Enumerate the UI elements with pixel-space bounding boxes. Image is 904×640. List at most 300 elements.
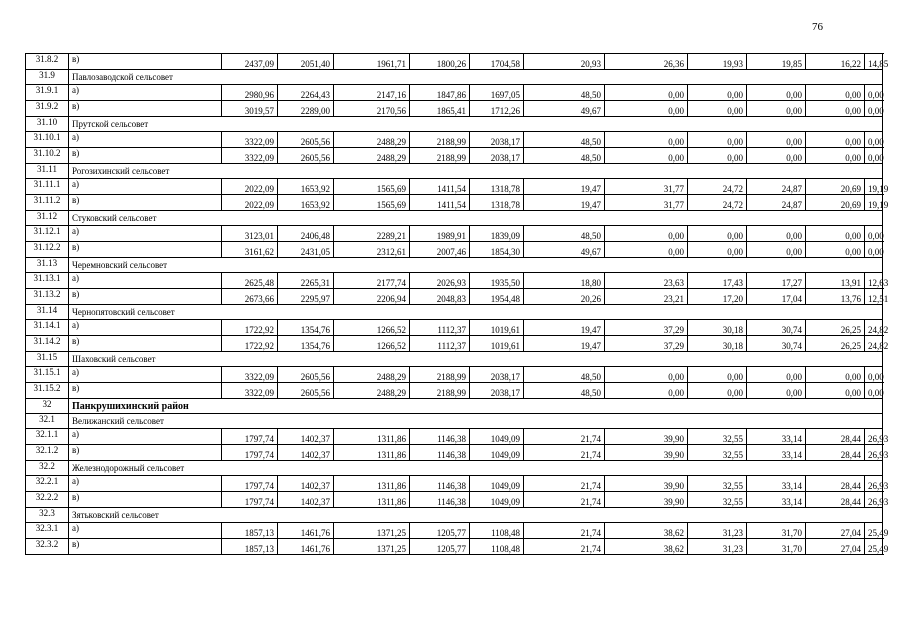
value-cell: 1989,91	[410, 226, 470, 242]
value-cell: 1266,52	[334, 336, 410, 352]
value-cell: 17,04	[747, 289, 806, 305]
value-cell: 1112,37	[410, 336, 470, 352]
value-cell: 0,00	[688, 85, 747, 101]
value-cell: 20,69	[806, 195, 865, 211]
value-cell: 0,00	[806, 101, 865, 117]
value-cell: 1108,48	[470, 523, 524, 539]
value-cell: 19,19	[865, 195, 883, 211]
value-cell: 2488,29	[334, 132, 410, 148]
value-cell: 20,26	[524, 289, 605, 305]
section-code: 31.10	[26, 117, 69, 132]
value-cell: 25,49	[865, 539, 883, 555]
page-number: 76	[812, 21, 823, 33]
row-code: 31.8.2	[26, 54, 69, 70]
value-cell: 39,90	[605, 445, 688, 461]
table-row	[26, 179, 883, 195]
value-cell: 2206,94	[334, 289, 410, 305]
value-cell: 1839,09	[470, 226, 524, 242]
value-cell: 24,72	[688, 195, 747, 211]
section-row	[26, 305, 883, 320]
value-cell: 48,50	[524, 85, 605, 101]
section-code: 31.13	[26, 258, 69, 273]
value-cell: 2605,56	[278, 383, 334, 399]
value-cell: 1461,76	[278, 523, 334, 539]
value-cell: 0,00	[865, 132, 883, 148]
value-cell: 2437,09	[222, 54, 278, 70]
value-cell: 1371,25	[334, 523, 410, 539]
value-cell: 17,20	[688, 289, 747, 305]
value-cell: 37,29	[605, 320, 688, 336]
value-cell: 26,25	[806, 336, 865, 352]
value-cell: 39,90	[605, 476, 688, 492]
value-cell: 17,27	[747, 273, 806, 289]
row-code: 32.1.2	[26, 445, 69, 461]
value-cell: 37,29	[605, 336, 688, 352]
value-cell: 2431,05	[278, 242, 334, 258]
row-code: 31.12.2	[26, 242, 69, 258]
value-cell: 0,00	[605, 383, 688, 399]
value-cell: 48,50	[524, 383, 605, 399]
value-cell: 1146,38	[410, 476, 470, 492]
value-cell: 0,00	[865, 226, 883, 242]
value-cell: 1371,25	[334, 539, 410, 555]
value-cell: 28,44	[806, 476, 865, 492]
row-variant: а)	[69, 320, 222, 336]
row-variant: а)	[69, 273, 222, 289]
value-cell: 3123,01	[222, 226, 278, 242]
value-cell: 0,00	[688, 148, 747, 164]
value-cell: 0,00	[605, 242, 688, 258]
row-code: 32.1.1	[26, 429, 69, 445]
value-cell: 1461,76	[278, 539, 334, 555]
value-cell: 21,74	[524, 539, 605, 555]
section-title: Черемновский сельсовет	[69, 258, 883, 273]
value-cell: 0,00	[605, 226, 688, 242]
value-cell: 0,00	[806, 242, 865, 258]
value-cell: 2038,17	[470, 383, 524, 399]
value-cell: 48,50	[524, 226, 605, 242]
value-cell: 0,00	[688, 367, 747, 383]
row-variant: а)	[69, 226, 222, 242]
value-cell: 2289,00	[278, 101, 334, 117]
value-cell: 2007,46	[410, 242, 470, 258]
row-code: 31.15.2	[26, 383, 69, 399]
value-cell: 1865,41	[410, 101, 470, 117]
tariff-table	[25, 53, 889, 555]
table-row	[26, 445, 883, 461]
section-row	[26, 414, 883, 429]
value-cell: 12,63	[865, 273, 883, 289]
value-cell: 2022,09	[222, 195, 278, 211]
table-row	[26, 273, 883, 289]
row-code: 31.14.2	[26, 336, 69, 352]
value-cell: 2188,99	[410, 132, 470, 148]
value-cell: 13,76	[806, 289, 865, 305]
table-row	[26, 539, 883, 555]
value-cell: 2038,17	[470, 148, 524, 164]
value-cell: 1146,38	[410, 445, 470, 461]
value-cell: 1565,69	[334, 179, 410, 195]
value-cell: 1049,09	[470, 429, 524, 445]
value-cell: 1019,61	[470, 320, 524, 336]
value-cell: 19,47	[524, 179, 605, 195]
row-variant: а)	[69, 367, 222, 383]
value-cell: 21,74	[524, 523, 605, 539]
value-cell: 0,00	[747, 148, 806, 164]
section-code: 32	[26, 399, 69, 414]
section-code: 31.14	[26, 305, 69, 320]
value-cell: 1704,58	[470, 54, 524, 70]
row-code: 31.10.1	[26, 132, 69, 148]
value-cell: 24,72	[688, 179, 747, 195]
value-cell: 1722,92	[222, 336, 278, 352]
table-row	[26, 492, 883, 508]
section-row	[26, 70, 883, 85]
value-cell: 0,00	[806, 132, 865, 148]
value-cell: 1797,74	[222, 429, 278, 445]
value-cell: 1402,37	[278, 492, 334, 508]
row-variant: в)	[69, 195, 222, 211]
value-cell: 1311,86	[334, 476, 410, 492]
table-row	[26, 195, 883, 211]
region-title: Панкрушихинский район	[69, 399, 883, 414]
value-cell: 49,67	[524, 101, 605, 117]
table-row	[26, 54, 883, 70]
value-cell: 19,19	[865, 179, 883, 195]
section-title: Рогозихинский сельсовет	[69, 164, 883, 179]
row-variant: в)	[69, 148, 222, 164]
value-cell: 2170,56	[334, 101, 410, 117]
value-cell: 1049,09	[470, 445, 524, 461]
value-cell: 1311,86	[334, 429, 410, 445]
section-row	[26, 164, 883, 179]
value-cell: 0,00	[688, 242, 747, 258]
value-cell: 1108,48	[470, 539, 524, 555]
value-cell: 31,23	[688, 523, 747, 539]
value-cell: 49,67	[524, 242, 605, 258]
value-cell: 12,51	[865, 289, 883, 305]
row-variant: в)	[69, 383, 222, 399]
value-cell: 48,50	[524, 132, 605, 148]
table-row	[26, 383, 883, 399]
value-cell: 19,85	[747, 54, 806, 70]
section-row	[26, 211, 883, 226]
value-cell: 0,00	[605, 132, 688, 148]
region-row	[26, 399, 883, 414]
section-title: Велижанский сельсовет	[69, 414, 883, 429]
table-row	[26, 367, 883, 383]
value-cell: 2026,93	[410, 273, 470, 289]
value-cell: 1722,92	[222, 320, 278, 336]
value-cell: 1402,37	[278, 476, 334, 492]
row-code: 31.13.2	[26, 289, 69, 305]
value-cell: 2673,66	[222, 289, 278, 305]
section-row	[26, 508, 883, 523]
value-cell: 26,93	[865, 429, 883, 445]
value-cell: 1318,78	[470, 179, 524, 195]
value-cell: 1565,69	[334, 195, 410, 211]
row-code: 32.3.1	[26, 523, 69, 539]
value-cell: 0,00	[865, 242, 883, 258]
value-cell: 1354,76	[278, 336, 334, 352]
value-cell: 2188,99	[410, 383, 470, 399]
value-cell: 2625,48	[222, 273, 278, 289]
value-cell: 30,74	[747, 336, 806, 352]
value-cell: 1797,74	[222, 492, 278, 508]
value-cell: 23,21	[605, 289, 688, 305]
value-cell: 1697,05	[470, 85, 524, 101]
value-cell: 16,22	[806, 54, 865, 70]
value-cell: 19,47	[524, 195, 605, 211]
value-cell: 1402,37	[278, 445, 334, 461]
table-row	[26, 429, 883, 445]
value-cell: 1411,54	[410, 195, 470, 211]
value-cell: 2188,99	[410, 367, 470, 383]
value-cell: 1112,37	[410, 320, 470, 336]
table-row	[26, 289, 883, 305]
value-cell: 24,87	[747, 179, 806, 195]
value-cell: 1935,50	[470, 273, 524, 289]
value-cell: 0,00	[806, 85, 865, 101]
value-cell: 31,70	[747, 539, 806, 555]
section-code: 32.3	[26, 508, 69, 523]
value-cell: 38,62	[605, 523, 688, 539]
table-row	[26, 336, 883, 352]
row-variant: в)	[69, 101, 222, 117]
value-cell: 21,74	[524, 445, 605, 461]
section-code: 31.12	[26, 211, 69, 226]
row-variant: в)	[69, 54, 222, 70]
value-cell: 0,00	[747, 367, 806, 383]
value-cell: 1019,61	[470, 336, 524, 352]
value-cell: 1797,74	[222, 445, 278, 461]
value-cell: 0,00	[865, 148, 883, 164]
value-cell: 0,00	[865, 101, 883, 117]
value-cell: 1049,09	[470, 492, 524, 508]
value-cell: 0,00	[865, 383, 883, 399]
value-cell: 0,00	[688, 132, 747, 148]
table-row	[26, 523, 883, 539]
row-variant: в)	[69, 289, 222, 305]
value-cell: 2605,56	[278, 367, 334, 383]
value-cell: 30,18	[688, 320, 747, 336]
section-row	[26, 461, 883, 476]
value-cell: 2177,74	[334, 273, 410, 289]
value-cell: 19,93	[688, 54, 747, 70]
value-cell: 2488,29	[334, 383, 410, 399]
row-variant: а)	[69, 85, 222, 101]
value-cell: 33,14	[747, 445, 806, 461]
value-cell: 2295,97	[278, 289, 334, 305]
value-cell: 1049,09	[470, 476, 524, 492]
value-cell: 1954,48	[470, 289, 524, 305]
value-cell: 0,00	[605, 148, 688, 164]
table-row	[26, 148, 883, 164]
value-cell: 2488,29	[334, 148, 410, 164]
section-title: Чернопятовский сельсовет	[69, 305, 883, 320]
value-cell: 1857,13	[222, 539, 278, 555]
value-cell: 27,04	[806, 523, 865, 539]
row-code: 31.15.1	[26, 367, 69, 383]
value-cell: 2051,40	[278, 54, 334, 70]
value-cell: 26,93	[865, 476, 883, 492]
value-cell: 33,14	[747, 476, 806, 492]
table-row	[26, 226, 883, 242]
value-cell: 21,74	[524, 476, 605, 492]
value-cell: 2038,17	[470, 132, 524, 148]
value-cell: 28,44	[806, 445, 865, 461]
value-cell: 0,00	[605, 367, 688, 383]
value-cell: 1318,78	[470, 195, 524, 211]
section-row	[26, 117, 883, 132]
value-cell: 3322,09	[222, 367, 278, 383]
value-cell: 21,74	[524, 429, 605, 445]
row-code: 31.11.1	[26, 179, 69, 195]
row-variant: в)	[69, 242, 222, 258]
value-cell: 24,82	[865, 320, 883, 336]
value-cell: 27,04	[806, 539, 865, 555]
value-cell: 2188,99	[410, 148, 470, 164]
value-cell: 2147,16	[334, 85, 410, 101]
row-code: 31.9.1	[26, 85, 69, 101]
value-cell: 32,55	[688, 476, 747, 492]
value-cell: 0,00	[747, 383, 806, 399]
value-cell: 17,43	[688, 273, 747, 289]
value-cell: 30,74	[747, 320, 806, 336]
value-cell: 0,00	[605, 85, 688, 101]
table-row	[26, 85, 883, 101]
value-cell: 28,44	[806, 429, 865, 445]
value-cell: 33,14	[747, 429, 806, 445]
value-cell: 1847,86	[410, 85, 470, 101]
section-code: 32.1	[26, 414, 69, 429]
value-cell: 3322,09	[222, 148, 278, 164]
value-cell: 0,00	[747, 85, 806, 101]
row-code: 31.13.1	[26, 273, 69, 289]
value-cell: 20,93	[524, 54, 605, 70]
value-cell: 32,55	[688, 429, 747, 445]
row-variant: в)	[69, 445, 222, 461]
value-cell: 0,00	[806, 148, 865, 164]
value-cell: 31,23	[688, 539, 747, 555]
value-cell: 3019,57	[222, 101, 278, 117]
value-cell: 0,00	[747, 242, 806, 258]
value-cell: 2406,48	[278, 226, 334, 242]
value-cell: 1205,77	[410, 523, 470, 539]
value-cell: 31,77	[605, 195, 688, 211]
row-variant: а)	[69, 429, 222, 445]
value-cell: 1961,71	[334, 54, 410, 70]
value-cell: 2265,31	[278, 273, 334, 289]
value-cell: 1311,86	[334, 492, 410, 508]
section-title: Прутской сельсовет	[69, 117, 883, 132]
row-code: 31.9.2	[26, 101, 69, 117]
value-cell: 25,49	[865, 523, 883, 539]
value-cell: 1712,26	[470, 101, 524, 117]
value-cell: 0,00	[747, 226, 806, 242]
section-title: Павлозаводской сельсовет	[69, 70, 883, 85]
value-cell: 0,00	[865, 367, 883, 383]
value-cell: 2022,09	[222, 179, 278, 195]
value-cell: 0,00	[688, 226, 747, 242]
row-code: 31.12.1	[26, 226, 69, 242]
value-cell: 1800,26	[410, 54, 470, 70]
value-cell: 0,00	[747, 101, 806, 117]
value-cell: 23,63	[605, 273, 688, 289]
value-cell: 2289,21	[334, 226, 410, 242]
value-cell: 0,00	[806, 367, 865, 383]
value-cell: 1146,38	[410, 492, 470, 508]
section-code: 31.15	[26, 352, 69, 367]
row-code: 32.2.1	[26, 476, 69, 492]
section-code: 32.2	[26, 461, 69, 476]
value-cell: 2605,56	[278, 148, 334, 164]
table-row	[26, 101, 883, 117]
value-cell: 3322,09	[222, 383, 278, 399]
value-cell: 1797,74	[222, 476, 278, 492]
row-code: 31.14.1	[26, 320, 69, 336]
row-variant: в)	[69, 336, 222, 352]
value-cell: 1311,86	[334, 445, 410, 461]
row-code: 32.3.2	[26, 539, 69, 555]
row-variant: в)	[69, 492, 222, 508]
value-cell: 0,00	[688, 383, 747, 399]
value-cell: 38,62	[605, 539, 688, 555]
value-cell: 0,00	[688, 101, 747, 117]
table-row	[26, 320, 883, 336]
value-cell: 48,50	[524, 367, 605, 383]
value-cell: 1653,92	[278, 179, 334, 195]
value-cell: 31,77	[605, 179, 688, 195]
value-cell: 21,74	[524, 492, 605, 508]
value-cell: 32,55	[688, 492, 747, 508]
table-row	[26, 132, 883, 148]
value-cell: 1653,92	[278, 195, 334, 211]
value-cell: 2980,96	[222, 85, 278, 101]
value-cell: 1205,77	[410, 539, 470, 555]
value-cell: 1857,13	[222, 523, 278, 539]
table-body	[26, 54, 889, 555]
value-cell: 2264,43	[278, 85, 334, 101]
section-title: Шаховский сельсовет	[69, 352, 883, 367]
section-row	[26, 352, 883, 367]
value-cell: 48,50	[524, 148, 605, 164]
value-cell: 1402,37	[278, 429, 334, 445]
value-cell: 19,47	[524, 320, 605, 336]
value-cell: 2488,29	[334, 367, 410, 383]
value-cell: 26,36	[605, 54, 688, 70]
value-cell: 1854,30	[470, 242, 524, 258]
table-row	[26, 242, 883, 258]
value-cell: 19,47	[524, 336, 605, 352]
section-row	[26, 258, 883, 273]
value-cell: 2605,56	[278, 132, 334, 148]
value-cell: 0,00	[865, 85, 883, 101]
value-cell: 30,18	[688, 336, 747, 352]
section-title: Стуковский сельсовет	[69, 211, 883, 226]
value-cell: 2038,17	[470, 367, 524, 383]
value-cell: 26,25	[806, 320, 865, 336]
value-cell: 24,87	[747, 195, 806, 211]
value-cell: 1411,54	[410, 179, 470, 195]
row-variant: а)	[69, 179, 222, 195]
value-cell: 0,00	[806, 383, 865, 399]
value-cell: 0,00	[747, 132, 806, 148]
value-cell: 2312,61	[334, 242, 410, 258]
value-cell: 32,55	[688, 445, 747, 461]
value-cell: 3161,62	[222, 242, 278, 258]
row-variant: а)	[69, 476, 222, 492]
